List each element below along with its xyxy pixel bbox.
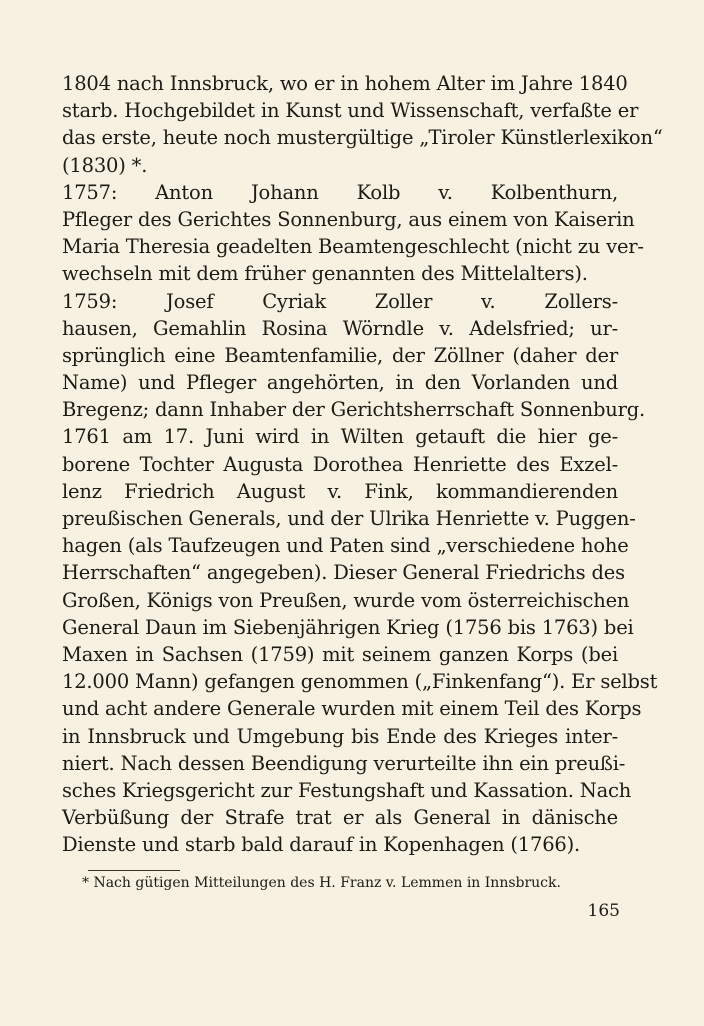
text-line: sprünglich eine Beamtenfamilie, der Zöllner (daher der [62,343,618,367]
text-line: in Innsbruck und Umgebung bis Ende des Krieges inter- [62,724,618,748]
text-line: 12.000 Mann) gefangen genommen („Finkenfang“). Er selbst [62,670,658,694]
text-line: 1757: Anton Johann Kolb v. Kolbenthurn, [62,180,618,204]
text-line: lenz Friedrich August v. Fink, kommandierenden [62,479,618,503]
text-line: Maxen in Sachsen (1759) mit seinem ganzen Korps (bei [62,642,618,666]
text-line: Verbüßung der Strafe trat er als General in dänische [62,806,618,830]
text-line: General Daun im Siebenjährigen Krieg (1756 bis 1763) bei [62,615,634,639]
text-line: Pfleger des Gerichtes Sonnenburg, aus einem von Kaiserin [62,207,635,231]
text-line: borene Tochter Augusta Dorothea Henriette des Exzel- [62,452,618,476]
text-line: Bregenz; dann Inhaber der Gerichtsherrschaft Sonnenburg. [62,398,646,422]
text-line: Name) und Pfleger angehörten, in den Vorlanden und [62,371,618,395]
body-text [62,70,663,858]
text-line: 1759: Josef Cyriak Zoller v. Zollers- [62,289,618,313]
text-line: das erste, heute noch mustergültige „Tiroler Künstlerlexikon“ [62,126,663,150]
text-line: Dienste und starb bald darauf in Kopenhagen (1766). [62,833,581,857]
text-line: und acht andere Generale wurden mit einem Teil des Korps [62,697,642,721]
text-line: hagen (als Taufzeugen und Paten sind „verschiedene hohe [62,534,629,558]
text-line: 1761 am 17. Juni wird in Wilten getauft die hier ge- [62,425,618,449]
text-line: Herrschaften“ angegeben). Dieser General Friedrichs des [62,561,625,585]
footnote: * Nach gütigen Mitteilungen des H. Franz v. Lemmen in Innsbruck. [82,875,561,891]
text-line: preußischen Generals, und der Ulrika Henriette v. Puggen- [62,507,636,530]
text-line: Großen, Königs von Preußen, wurde vom österreichischen [62,588,630,612]
footnote-divider [88,870,180,871]
text-line: hausen, Gemahlin Rosina Wörndle v. Adelsfried; ur- [62,316,618,340]
text-line: Maria Theresia geadelten Beamtengeschlecht (nicht zu ver- [62,235,644,259]
text-line: wechseln mit dem früher genannten des Mittelalters). [62,262,588,286]
page-number: 165 [587,901,620,921]
text-line: (1830) *. [62,153,148,177]
text-line: niert. Nach dessen Beendigung verurteilte ihn ein preußi- [62,751,626,775]
text-line: sches Kriegsgericht zur Festungshaft und Kassation. Nach [62,778,632,802]
text-line: 1804 nach Innsbruck, wo er in hohem Alter im Jahre 1840 [62,72,628,95]
text-line: starb. Hochgebildet in Kunst und Wissenschaft, verfaßte er [62,99,639,123]
